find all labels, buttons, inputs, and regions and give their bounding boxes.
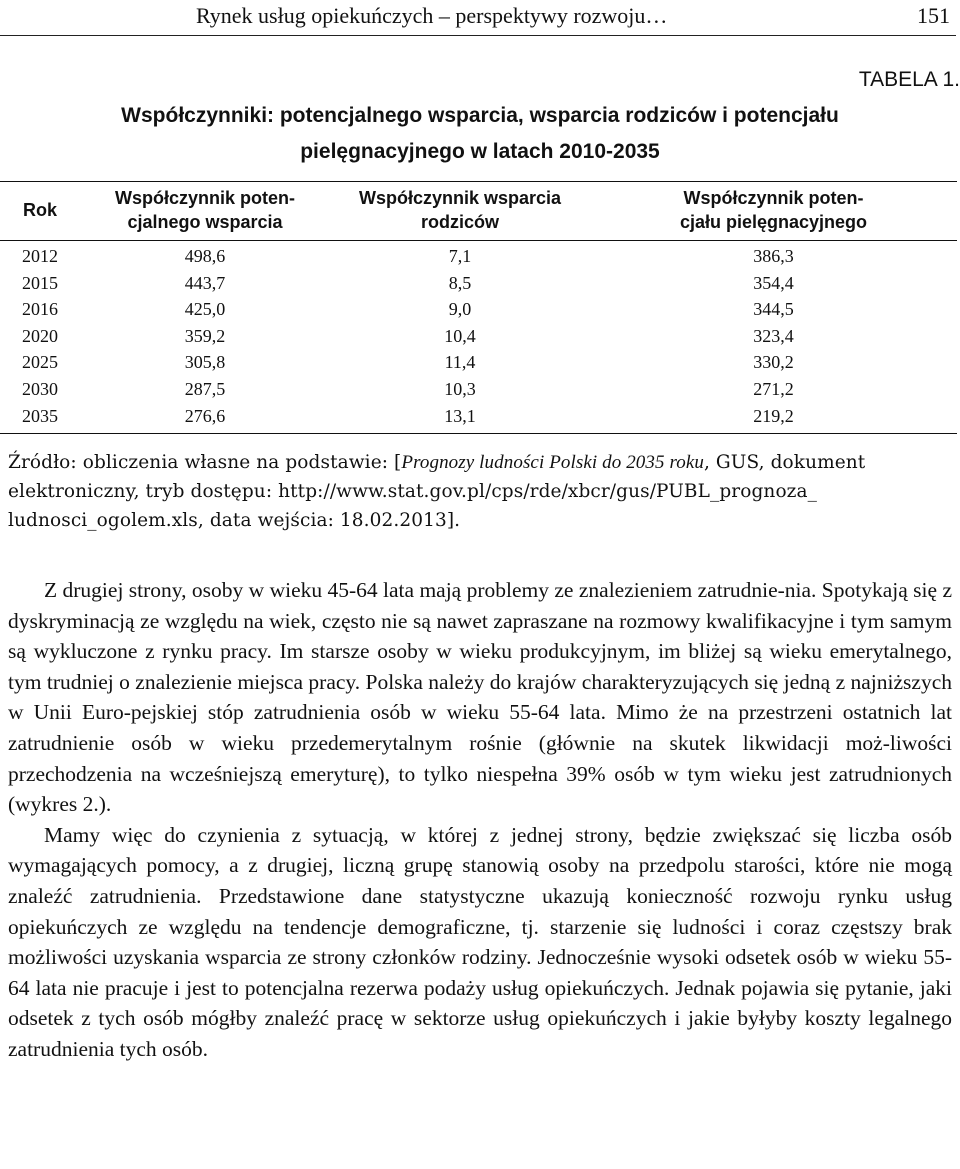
potential-support-cell: 287,5	[184, 378, 226, 399]
care-potential-cell: 219,2	[753, 405, 794, 426]
table-caption	[0, 98, 960, 170]
table-row	[0, 376, 957, 403]
care-potential-cell: 323,4	[753, 325, 794, 346]
paragraph-2: Mamy więc do czynienia z sytuacją, w której z jednej strony, będzie zwiększać się liczba osób wymagających pomocy, a z drugiej, liczną grupę stanowią osoby na przedpolu starości, które nie mogą znaleźć zatrudnienia. Przedstawione dane statystyczne ukazują konieczność rozwoju rynku usług opiekuńczych ze względu na tendencje demograficzne, tj. starzenie się ludności i coraz częstszy brak możliwości uzyskania wsparcia ze strony członków rodziny. Jednocześnie wysoki odsetek osób w wieku 55-64 lata nie pracuje i jest to potencjalna rezerwa podaży usług opiekuńczych. Jednak pojawia się pytanie, jaki odsetek z tych osób mógłby znaleźć pracę w sektorze usług opiekuńczych i jakie byłyby koszty legalnego zatrudnienia tych osób.	[8, 822, 952, 1061]
table-body	[0, 241, 957, 434]
body-text	[8, 575, 952, 1065]
year-cell: 2012	[22, 246, 58, 266]
source-prefix: Źródło: obliczenia własne na podstawie: [	[8, 452, 402, 473]
parent-support-cell: 10,4	[444, 325, 476, 346]
year-cell: 2016	[22, 299, 58, 320]
table-caption-line-1: Współczynniki: potencjalnego wsparcia, wsparcia rodziców i potencjału	[121, 104, 839, 127]
parent-support-cell: 11,4	[444, 352, 476, 373]
column-header-parent-support: Współczynnik wsparcia rodziców	[358, 188, 562, 232]
table-header-row	[0, 182, 957, 241]
table-row	[0, 270, 957, 297]
column-header-year: Rok	[22, 200, 57, 220]
potential-support-cell: 359,2	[184, 325, 226, 346]
source-citation: Prognozy ludności Polski do 2035 roku	[401, 452, 704, 473]
table-caption-line-2: pielęgnacyjnego w latach 2010-2035	[300, 140, 660, 163]
paragraph-1: Z drugiej strony, osoby w wieku 45-64 lata mają problemy ze znalezieniem zatrudnie-nia. Spotykają się z dyskryminacją ze względu na wiek, często nie są nawet zapraszane na rozmowy kwalifikacyjne i tym samym są wykluczone z rynku pracy. Im starsze osoby w wieku produkcyjnym, im bliżej są wieku emerytalnego, tym trudniej o znalezienie miejsca pracy. Polska należy do krajów charakteryzujących się jedną z najniższych w Unii Euro-pejskiej stóp zatrudnienia osób w wieku 55-64 lata. Mimo że na przestrzeni ostatnich lat zatrudnienie osób w wieku przedemerytalnym rośnie (głównie na skutek likwidacji moż-liwości przechodzenia na wcześniejszą emeryturę), to tylko niespełna 39% osób w tym wieku jest zatrudnionych (wykres 2.).	[8, 578, 952, 817]
care-potential-cell: 354,4	[753, 272, 794, 293]
parent-support-cell: 13,1	[444, 405, 476, 426]
column-header-potential-support: Współczynnik poten- cjalnego wsparcia	[115, 188, 295, 232]
year-cell: 2020	[22, 325, 58, 346]
table-row	[0, 296, 957, 323]
running-header	[0, 2, 956, 36]
running-title: Rynek usług opiekuńczych – perspektywy rozwoju…	[196, 3, 668, 28]
year-cell: 2025	[22, 352, 58, 373]
table-row	[0, 323, 957, 350]
parent-support-cell: 8,5	[448, 272, 472, 293]
care-potential-cell: 271,2	[753, 378, 794, 399]
parent-support-cell: 10,3	[444, 378, 476, 399]
table-row	[0, 403, 957, 434]
table-label: TABELA 1.	[858, 68, 960, 91]
parent-support-cell: 9,0	[448, 299, 472, 320]
table-row	[0, 349, 957, 376]
parent-support-cell: 7,1	[448, 246, 472, 266]
care-potential-cell: 386,3	[753, 246, 794, 266]
source-note	[8, 448, 952, 535]
potential-support-cell: 498,6	[184, 246, 226, 266]
page-number: 151	[917, 3, 950, 28]
source-suffix: , GUS, dokument elektroniczny, tryb dostępu: http://www.stat.gov.pl/cps/rde/xbcr/gus/PUBL_prognoza_ ludnosci_ogolem.xls, data wejścia: 18.02.2013].	[8, 452, 866, 531]
year-cell: 2035	[22, 405, 58, 426]
column-header-care-potential: Współczynnik poten- cjału pielęgnacyjnego	[679, 188, 868, 232]
potential-support-cell: 425,0	[184, 299, 226, 320]
potential-support-cell: 305,8	[184, 352, 226, 373]
data-table	[0, 181, 957, 434]
table-row	[0, 241, 957, 270]
potential-support-cell: 443,7	[184, 272, 226, 293]
care-potential-cell: 344,5	[753, 299, 794, 320]
year-cell: 2030	[22, 378, 58, 399]
potential-support-cell: 276,6	[184, 405, 226, 426]
year-cell: 2015	[22, 272, 58, 293]
care-potential-cell: 330,2	[753, 352, 794, 373]
